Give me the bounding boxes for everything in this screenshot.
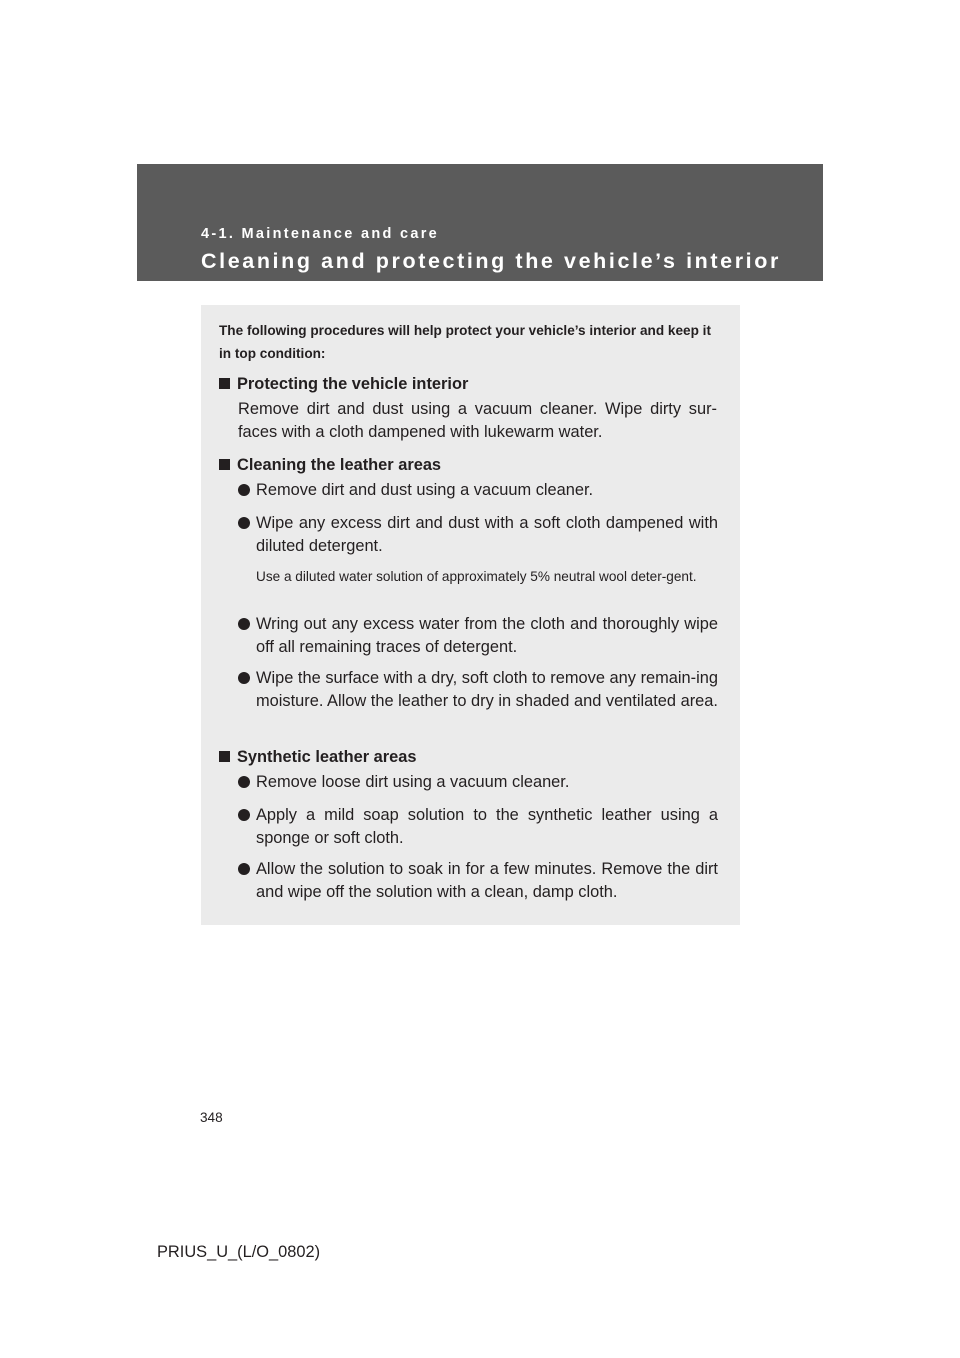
square-bullet-icon (219, 459, 230, 470)
page-number: 348 (200, 1110, 223, 1125)
round-bullet-icon (238, 863, 250, 875)
intro-text: The following procedures will help protect your vehicle’s interior and keep it in top condition: (219, 323, 711, 361)
round-bullet-icon (238, 517, 250, 529)
list-item: Remove dirt and dust using a vacuum cleaner. (238, 479, 718, 502)
section-heading-synthetic: Synthetic leather areas (219, 747, 416, 767)
round-bullet-icon (238, 809, 250, 821)
list-item: Wipe the surface with a dry, soft cloth to remove any remain-ing moisture. Allow the leather to dry in shaded and ventilated area. (238, 667, 718, 713)
list-item: Wring out any excess water from the cloth and thoroughly wipe off all remaining traces of detergent. (238, 613, 718, 659)
round-bullet-icon (238, 484, 250, 496)
list-item: Remove loose dirt using a vacuum cleaner. (238, 771, 718, 794)
section-heading-protecting: Protecting the vehicle interior (219, 374, 468, 394)
list-item: Allow the solution to soak in for a few minutes. Remove the dirt and wipe off the solution with a clean, damp cloth. (238, 858, 718, 904)
list-item: Wipe any excess dirt and dust with a soft cloth dampened with diluted detergent. (238, 512, 718, 558)
document-code: PRIUS_U_(L/O_0802) (157, 1243, 321, 1261)
round-bullet-icon (238, 618, 250, 630)
page-title: Cleaning and protecting the vehicle’s interior (201, 249, 781, 273)
round-bullet-icon (238, 672, 250, 684)
section-label: 4-1. Maintenance and care (201, 226, 440, 242)
note-text: Use a diluted water solution of approximately 5% neutral wool deter-gent. (256, 569, 697, 584)
square-bullet-icon (219, 751, 230, 762)
list-item: Apply a mild soap solution to the synthetic leather using a sponge or soft cloth. (238, 804, 718, 850)
square-bullet-icon (219, 378, 230, 389)
round-bullet-icon (238, 776, 250, 788)
section-text-protecting: Remove dirt and dust using a vacuum cleaner. Wipe dirty sur-faces with a cloth dampened with lukewarm water. (238, 400, 717, 441)
section-heading-leather: Cleaning the leather areas (219, 455, 441, 475)
